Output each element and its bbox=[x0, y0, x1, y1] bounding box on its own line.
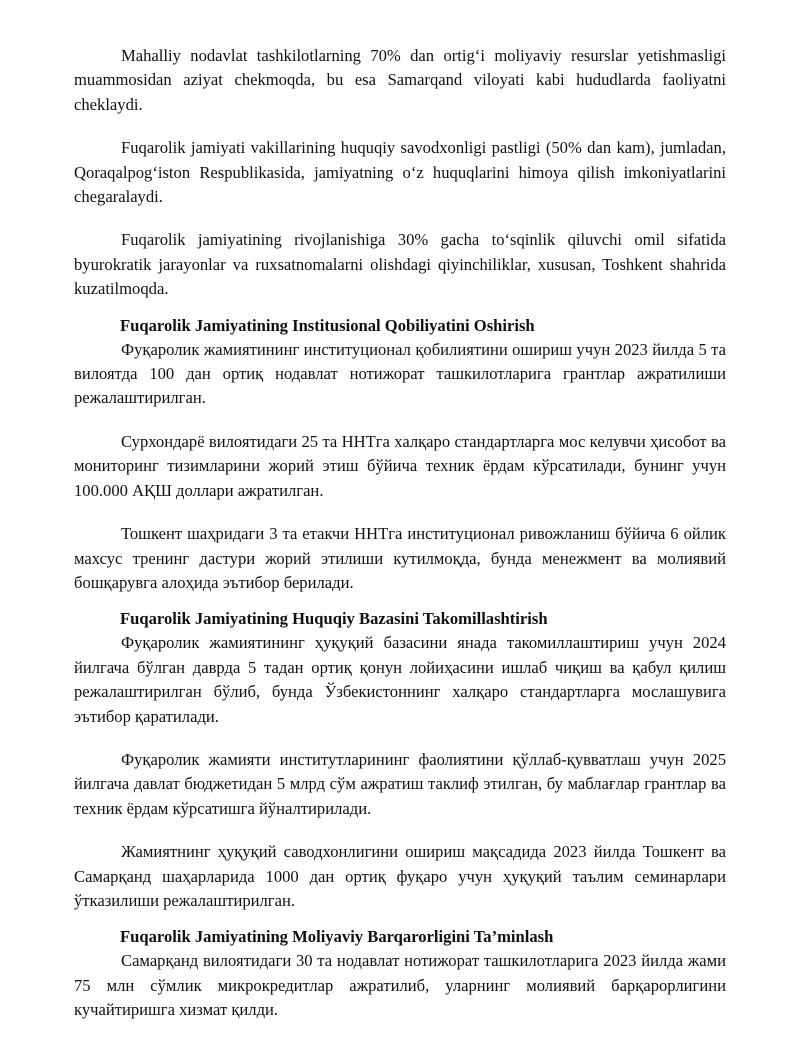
paragraph: Самарқанд вилоятидаги 30 та нодавлат нотижорат ташкилотларига 2023 йилда жами 75 млн сўмлик микрокредитлар ажратилиб, уларнинг молиявий барқарорлигини кучайтиришга хизмат қилди. bbox=[74, 951, 726, 1020]
paragraph: Fuqarolik jamiyati vakillarining huquqiy savodxonligi pastligi (50% dan kam), jumladan, Qoraqalpog‘iston Respublikasida, jamiyatning o‘z huquqlarini himoya qilish imkoniyatlarini chegaralaydi. bbox=[74, 138, 726, 207]
section-heading: Fuqarolik Jamiyatining Huquqiy Bazasini Takomillashtirish bbox=[120, 609, 548, 629]
paragraph: Fuqarolik jamiyatining rivojlanishiga 30% gacha to‘sqinlik qiluvchi omil sifatida byurokratik jarayonlar va ruxsatnomalarni olishdagi qiyinchiliklar, xususan, Toshkent shahrida kuzatilmoqda. bbox=[74, 230, 726, 299]
paragraph: Mahalliy nodavlat tashkilotlarning 70% dan ortig‘i moliyaviy resurslar yetishmasligi muammosidan aziyat chekmoqda, bu esa Samarqand viloyati kabi hududlarda faoliyatni cheklaydi. bbox=[74, 46, 726, 114]
paragraph: Фуқаролик жамиятининг ҳуқуқий базасини янада такомиллаштириш учун 2024 йилгача бўлган даврда 5 тадан ортиқ қонун лойиҳасини ишлаб чиқиш ва қабул қилиш режалаштирилган бўлиб, бунда Ўзбекистоннинг халқаро стандартларга мослашувига эътибор қаратилади. bbox=[74, 633, 726, 726]
paragraph: Тошкент шаҳридаги 3 та етакчи ННТга институционал ривожланиш бўйича 6 ойлик махсус тренинг дастури жорий этилиши кутилмоқда, бунда менежмент ва молиявий бошқарувга алоҳида эътибор берилади. bbox=[74, 524, 726, 592]
section-heading: Fuqarolik Jamiyatining Institusional Qobiliyatini Oshirish bbox=[120, 315, 535, 335]
section-heading: Fuqarolik Jamiyatining Moliyaviy Barqarorligini Ta’minlash bbox=[120, 927, 554, 947]
paragraph: Жамиятнинг ҳуқуқий саводхонлигини ошириш мақсадида 2023 йилда Тошкент ва Самарқанд шаҳарларида 1000 дан ортиқ фуқаро учун ҳуқуқий таълим семинарлари ўтказилиши режалаштирилган. bbox=[74, 842, 726, 910]
paragraph: Фуқаролик жамияти институтларининг фаолиятини қўллаб-қувватлаш учун 2025 йилгача давлат бюджетидан 5 млрд сўм ажратиш таклиф этилган, бу маблағлар грантлар ва техник ёрдам кўрсатишга йўналтирилади. bbox=[74, 749, 726, 818]
paragraph: Фуқаролик жамиятининг институционал қобилиятини ошириш учун 2023 йилда 5 та вилоятда 100 дан ортиқ нодавлат нотижорат ташкилотларига грантлар ажратилиши режалаштирилган. bbox=[74, 339, 726, 408]
document-page bbox=[74, 44, 726, 1042]
paragraph: Сурхондарё вилоятидаги 25 та ННТга халқаро стандартларга мос келувчи ҳисобот ва мониторинг тизимларини жорий этиш бўйича техник ёрдам кўрсатилади, бунинг учун 100.000 АҚШ доллари ажратилган. bbox=[74, 431, 726, 500]
